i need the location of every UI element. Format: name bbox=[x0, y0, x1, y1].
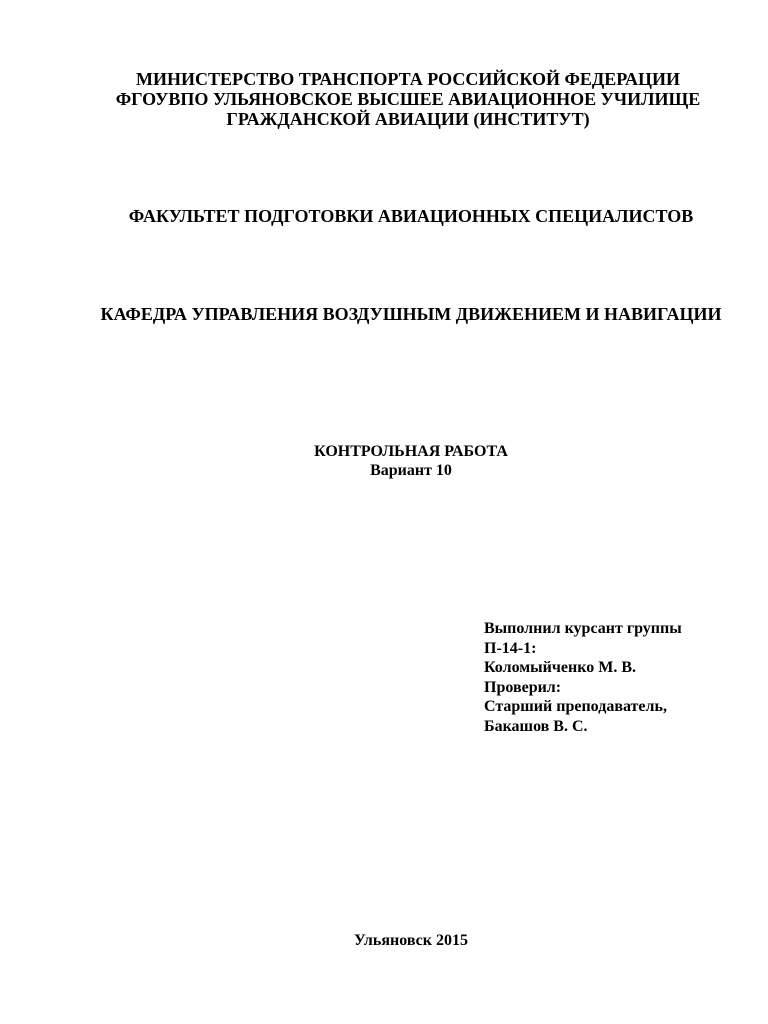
city-year: Ульяновск 2015 bbox=[353, 932, 468, 949]
institution-line-continued: ГРАЖДАНСКОЙ АВИАЦИИ (ИНСТИТУТ) bbox=[226, 109, 590, 129]
department-title: КАФЕДРА УПРАВЛЕНИЯ ВОЗДУШНЫМ ДВИЖЕНИЕМ И НАВИГАЦИИ bbox=[100, 304, 722, 324]
work-title: КОНТРОЛЬНАЯ РАБОТА bbox=[314, 443, 508, 460]
signature-block bbox=[484, 619, 744, 736]
faculty-title: ФАКУЛЬТЕТ ПОДГОТОВКИ АВИАЦИОННЫХ СПЕЦИАЛИСТОВ bbox=[128, 206, 694, 226]
teacher-name: Бакашов В. С. bbox=[484, 717, 588, 735]
work-variant: Вариант 10 bbox=[370, 462, 452, 479]
student-name: Коломыйченко М. В. bbox=[484, 659, 636, 676]
checked-by-label: Проверил: bbox=[484, 678, 562, 696]
teacher-position: Старший преподаватель, bbox=[484, 698, 667, 715]
performed-by-label: Выполнил курсант группы bbox=[484, 620, 682, 637]
ministry-header bbox=[0, 69, 768, 129]
institution-line: ФГОУВПО УЛЬЯНОВСКОЕ ВЫСШЕЕ АВИАЦИОННОЕ УЧИЛИЩЕ bbox=[115, 89, 701, 109]
group-label: П-14-1: bbox=[484, 639, 537, 657]
ministry-line: МИНИСТЕРСТВО ТРАНСПОРТА РОССИЙСКОЙ ФЕДЕРАЦИИ bbox=[135, 69, 681, 89]
work-title-block bbox=[0, 442, 768, 480]
